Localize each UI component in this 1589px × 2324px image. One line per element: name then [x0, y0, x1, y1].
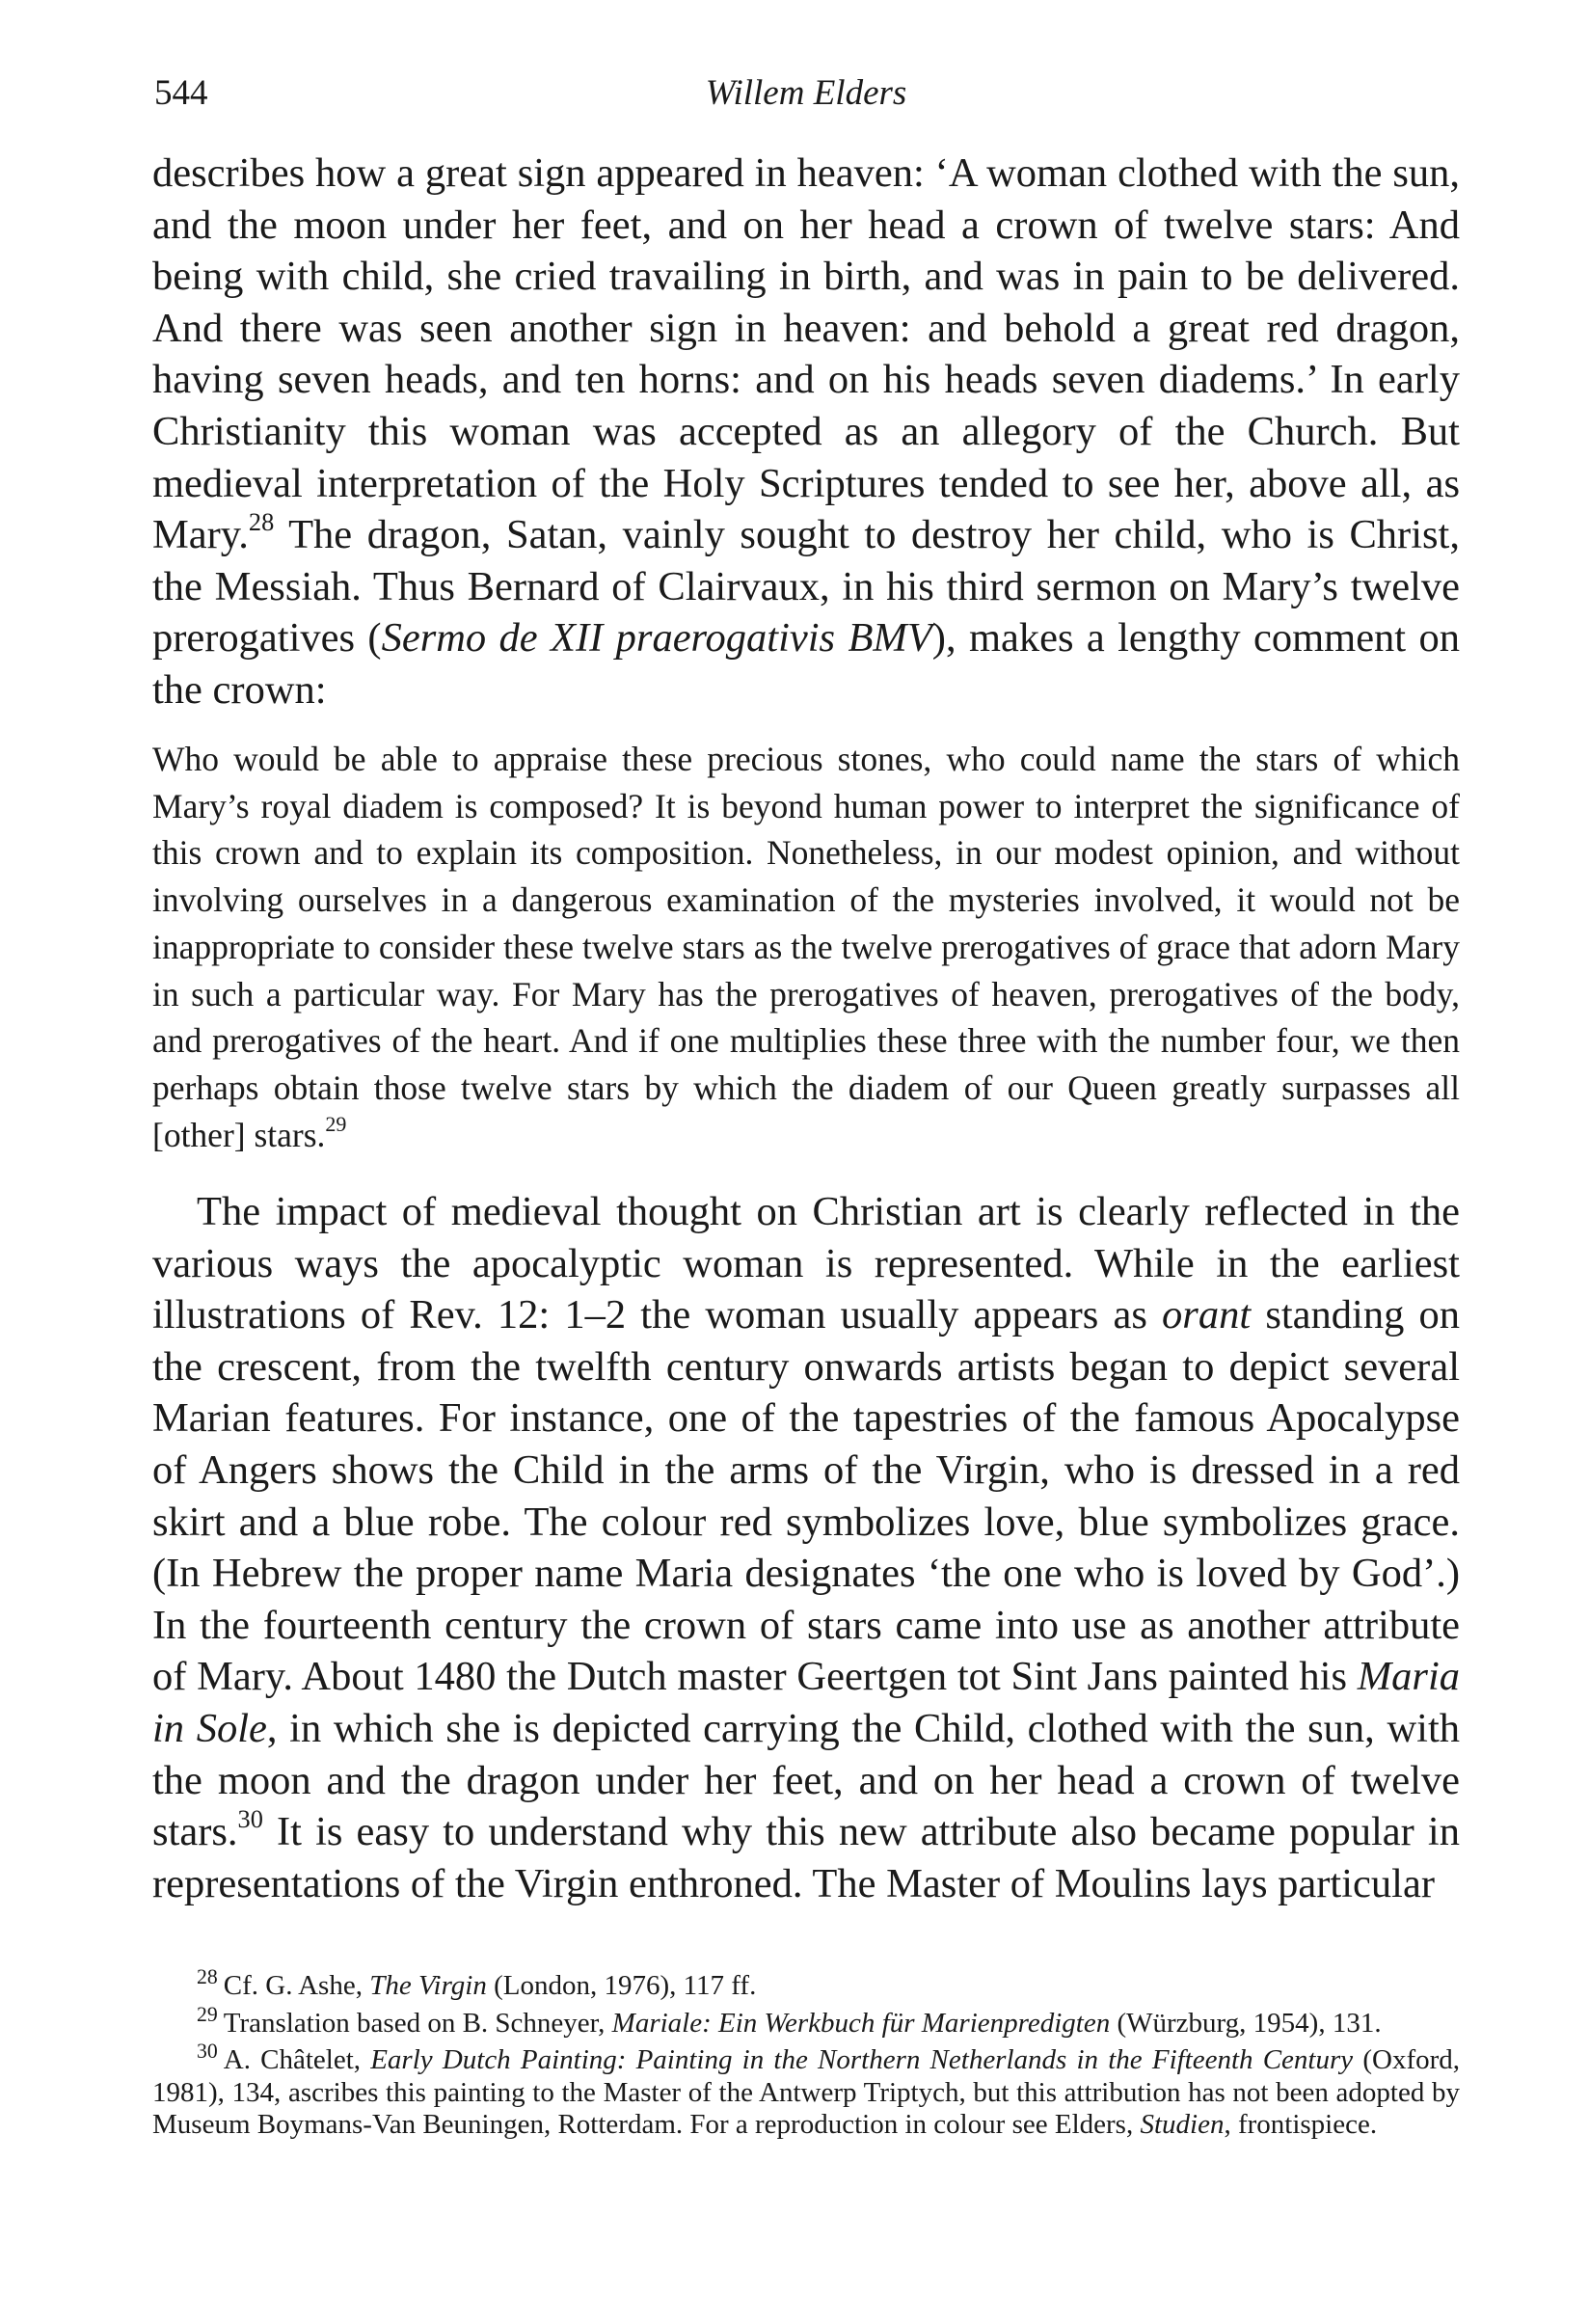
- paragraph-text: , in which she is depicted carrying the Child, clothed with the sun, with the moon and the dragon under her feet, and on her head a crown of twelve stars.: [152, 1705, 1460, 1855]
- footnote-ref-29: 29: [325, 1112, 347, 1137]
- quote-text: Who would be able to appraise these precious stones, who could name the stars of which Mary’s royal diadem is composed? It is beyond human power to interpret the significance of this crown and to explain its composition. Nonetheless, in our modest opinion, and without involving ourselves in a dangerous examination of the mysteries involved, it would not be inappropriate to consider these twelve stars as the twelve prerogatives of grace that adorn Mary in such a particular way. For Mary has the prerogatives of heaven, prerogatives of the body, and prerogatives of the heart. And if one multiplies these three with the number four, we then perhaps obtain those twelve stars by which the diadem of our Queen greatly surpasses all [other] stars.: [152, 740, 1460, 1154]
- running-head: Willem Elders: [705, 73, 907, 113]
- italic-term-orant: orant: [1162, 1292, 1252, 1338]
- footnote-text: (Oxford, 1981), 134, ascribes this painting to the Master of the Antwerp Triptych, but this attribution has not been adopted by Museum Boymans-Van Beuningen, Rotterdam. For a reproduction in colour see Elders,: [152, 2044, 1461, 2140]
- body-paragraph-1: [152, 148, 1460, 716]
- painting-title: Maria in Sole: [152, 1654, 1460, 1751]
- footnote-30: [152, 2040, 1461, 2142]
- footnote-text: Translation based on B. Schneyer,: [223, 2007, 612, 2039]
- book-title: The Virgin: [369, 1970, 487, 2001]
- paragraph-text: The dragon, Satan, vainly sought to destroy her child, who is Christ, the Messiah. Thus Bernard of Clairvaux, in his third sermon on Mary’s twelve prerogatives (: [152, 512, 1460, 662]
- footnote-ref-30: 30: [237, 1804, 263, 1833]
- body-paragraph-2: [152, 1186, 1460, 1909]
- footnotes: [152, 1965, 1461, 2147]
- footnote-text: (London, 1976), 117 ff.: [486, 1970, 757, 2001]
- page-header: [154, 69, 1458, 118]
- footnote-28: [152, 1965, 1460, 2003]
- footnote-29: [152, 2002, 1460, 2040]
- footnote-text: , frontispiece.: [1224, 2109, 1378, 2140]
- paragraph-text: standing on the crescent, from the twelfth century onwards artists began to depict several Marian features. For instance, one of the tapestries of the famous Apocalypse of Angers shows the Child in the arms of the Virgin, who is dressed in a red skirt and a blue robe. The colour red symbolizes love, blue symbolizes grace. (In Hebrew the proper name Maria designates ‘the one who is loved by God’.) In the fourteenth century the crown of stars came into use as another attribute of Mary. About 1480 the Dutch master Geertgen tot Sint Jans painted his: [152, 1292, 1460, 1700]
- book-title: Mariale: Ein Werkbuch für Marienpredigten: [611, 2007, 1111, 2039]
- footnote-number: 29: [197, 2002, 218, 2026]
- footnote-text: Cf. G. Ashe,: [223, 1970, 370, 2001]
- block-quote: [152, 736, 1460, 1158]
- book-title: Early Dutch Painting: Painting in the Northern Netherlands in the Fifteenth Century: [370, 2044, 1354, 2075]
- paragraph-text: describes how a great sign appeared in heaven: ‘A woman clothed with the sun, and the moon under her feet, and on her head a crown of twelve stars: And being with child, she cried travailing in birth, and was in pain to be delivered. And there was seen another sign in heaven: and behold a great red dragon, having seven heads, and ten horns: and on his heads seven diadems.’ In early Christianity this woman was accepted as an allegory of the Church. But medieval interpretation of the Holy Scriptures tended to see her, above all, as Mary.: [152, 150, 1460, 558]
- paragraph-text: ), makes a lengthy comment on the crown:: [152, 615, 1460, 713]
- footnote-number: 30: [197, 2040, 218, 2064]
- page-number: 544: [154, 73, 208, 113]
- book-title-studien: Studien: [1140, 2109, 1225, 2140]
- footnote-text: (Würzburg, 1954), 131.: [1110, 2007, 1382, 2039]
- footnote-text: A. Châtelet,: [223, 2044, 371, 2075]
- paragraph-text: It is easy to understand why this new attribute also became popular in representations of the Virgin enthroned. The Master of Moulins lays particular: [152, 1809, 1460, 1906]
- footnote-ref-28: 28: [248, 507, 275, 536]
- footnote-number: 28: [197, 1965, 218, 1989]
- sermon-title: Sermo de XII praerogativis BMV: [381, 615, 932, 662]
- paragraph-text: The impact of medieval thought on Christian art is clearly reflected in the various ways the apocalyptic woman is represented. While in the earliest illustrations of Rev. 12: 1–2 the woman usually appears as: [152, 1189, 1460, 1338]
